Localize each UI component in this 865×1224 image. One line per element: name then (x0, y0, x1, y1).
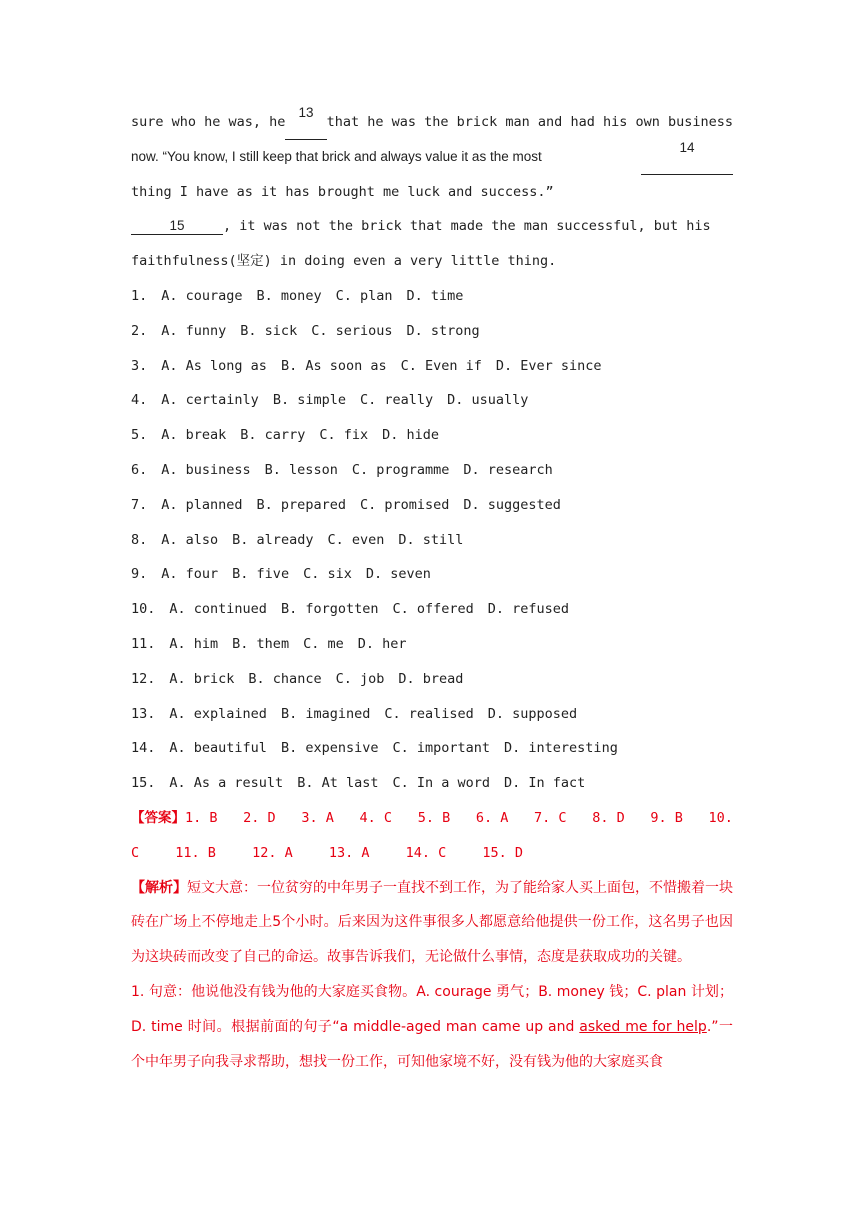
question-number: 10. (131, 601, 156, 618)
question-row (131, 523, 733, 558)
answer-item: 6. A (475, 809, 509, 826)
answer-item: 11. B (175, 844, 216, 861)
question-option: D. still (398, 531, 464, 548)
question-row (131, 662, 733, 697)
question-option: A. As a result (169, 775, 284, 792)
question-option: A. planned (161, 496, 243, 513)
question-option: C. programme (351, 461, 450, 478)
question-option: D. Ever since (495, 357, 602, 374)
answer-item: 14. C (405, 844, 447, 861)
question-option: C. even (327, 531, 385, 548)
question-option: B. As soon as (280, 357, 387, 374)
passage-text: thing I have as it has brought me luck and success.” (131, 183, 554, 200)
question-option: A. him (169, 635, 219, 652)
question-option: B. five (232, 566, 290, 583)
question-number: 9. (131, 566, 148, 583)
question-number: 14. (131, 740, 156, 757)
question-option: D. strong (406, 322, 480, 339)
passage-text: now. “You know, I still keep that brick and always value it as the most (131, 148, 542, 164)
blank-13: 13 (285, 105, 326, 140)
question-option: D. In fact (504, 775, 586, 792)
passage-text: sure who he was, he (131, 114, 286, 130)
question-option: B. prepared (256, 496, 346, 513)
answer-item: 10. (708, 809, 733, 826)
question-option: C. job (335, 670, 385, 687)
question-option: B. imagined (280, 705, 371, 722)
passage-line-2 (131, 140, 733, 175)
passage-text: faithfulness(坚定) in doing even a very little thing. (131, 253, 557, 270)
question-option: B. lesson (264, 461, 338, 478)
passage-line-3 (131, 175, 733, 210)
question-option: C. In a word (392, 775, 491, 792)
question-option: A. beautiful (169, 740, 267, 757)
question-option: D. hide (382, 427, 440, 444)
question-number: 6. (131, 461, 148, 478)
analysis-q1-text: 1. 句意：他说他没有钱为他的大家庭买食物。A. courage 勇气；B. money 钱；C. plan 计划；D. time 时间。根据前面的句子“a middle-aged man came up and (131, 983, 733, 1035)
question-row (131, 766, 733, 801)
passage-text: , it was not the brick that made the man successful, but his (223, 218, 711, 235)
question-number: 12. (131, 670, 156, 687)
question-option: B. carry (240, 427, 306, 444)
question-option: B. expensive (280, 740, 379, 757)
question-option: D. time (406, 287, 464, 304)
question-option: D. suggested (463, 496, 561, 513)
question-option: C. promised (359, 496, 450, 513)
question-option: A. break (161, 427, 227, 444)
question-number: 13. (131, 705, 156, 722)
answer-item: 1. B (185, 809, 218, 826)
answer-item: 8. D (592, 809, 625, 826)
question-number: 3. (131, 357, 148, 374)
question-row (131, 557, 733, 592)
answer-item: 2. D (243, 809, 276, 826)
question-number: 5. (131, 427, 148, 444)
question-option: D. supposed (487, 705, 578, 722)
question-number: 4. (131, 392, 148, 409)
passage-line-5 (131, 244, 733, 279)
question-option: D. interesting (504, 740, 618, 757)
question-option: A. four (161, 566, 219, 583)
blank-15: 15 (131, 218, 223, 235)
question-row (131, 488, 733, 523)
question-row (131, 349, 733, 384)
question-row (131, 453, 733, 488)
question-option: C. realised (384, 705, 474, 722)
question-number: 2. (131, 322, 148, 339)
answer-item: 12. A (252, 844, 293, 861)
analysis-summary-text: 短文大意：一位贫穷的中年男子一直找不到工作，为了能给家人买上面包，不惜搬着一块砖在广场上不停地走上5个小时。后来因为这件事很多人都愿意给他提供一份工作，这名男子也因为这块砖而改变了自己的命运。故事告诉我们，无论做什么事情，态度是获取成功的关键。 (131, 879, 733, 966)
question-row (131, 627, 733, 662)
analysis-q1-underlined: asked me for help (579, 1018, 707, 1035)
question-option: B. money (256, 287, 322, 304)
passage-text: that he was the brick man and had his own business (326, 114, 733, 130)
question-list (131, 279, 733, 801)
document-content (131, 105, 733, 1079)
question-row (131, 279, 733, 314)
question-option: D. bread (398, 670, 464, 687)
answer-item: 7. C (534, 809, 567, 826)
answer-item: 9. B (650, 809, 683, 826)
question-option: C. plan (335, 287, 393, 304)
answer-item: 5. B (417, 809, 451, 826)
question-option: D. refused (487, 601, 570, 618)
question-number: 11. (131, 635, 156, 652)
analysis-q1 (131, 975, 733, 1079)
answer-line-2 (131, 836, 733, 871)
analysis-summary (131, 871, 733, 975)
question-number: 1. (131, 287, 148, 304)
question-option: A. continued (169, 601, 267, 618)
answer-item: 13. A (328, 844, 370, 861)
answer-item: C (131, 844, 140, 861)
question-number: 7. (131, 496, 148, 513)
question-option: C. really (359, 392, 434, 409)
question-option: C. important (392, 740, 491, 757)
question-option: B. chance (248, 670, 322, 687)
answer-item: 4. C (359, 809, 393, 826)
question-option: B. simple (272, 392, 346, 409)
question-option: A. brick (169, 670, 235, 687)
passage-line-1 (131, 105, 733, 140)
question-option: C. six (303, 566, 352, 583)
question-option: C. fix (319, 427, 369, 444)
answer-label: 【答案】 (131, 809, 185, 826)
question-row (131, 383, 733, 418)
question-row (131, 731, 733, 766)
question-option: C. me (303, 635, 344, 652)
question-option: B. At last (297, 775, 379, 792)
question-option: B. sick (240, 322, 298, 339)
question-number: 8. (131, 531, 148, 548)
question-option: D. her (357, 635, 407, 652)
passage-line-4 (131, 209, 733, 244)
question-option: D. seven (365, 566, 431, 583)
question-option: B. already (232, 531, 314, 548)
question-row (131, 418, 733, 453)
question-option: C. serious (311, 322, 393, 339)
question-option: C. offered (392, 601, 474, 618)
question-row (131, 592, 733, 627)
question-number: 15. (131, 775, 156, 792)
question-row (131, 314, 733, 349)
question-option: C. Even if (400, 357, 482, 374)
answer-line-1 (131, 801, 733, 836)
answer-item: 3. A (301, 809, 334, 826)
analysis-q1-text-end: .”一个中年男子向我寻求帮助，想找一份工作，可知他家境不好，没有钱为他的大家庭买食 (131, 1018, 733, 1070)
question-option: A. explained (169, 705, 267, 722)
question-option: A. courage (161, 287, 243, 304)
question-option: B. them (232, 635, 290, 652)
question-row (131, 697, 733, 732)
question-option: A. certainly (161, 392, 259, 409)
analysis-label: 【解析】 (131, 879, 187, 896)
blank-14: 14 (641, 140, 733, 175)
question-option: B. forgotten (280, 601, 379, 618)
question-option: A. As long as (161, 357, 267, 374)
question-option: D. research (463, 461, 553, 478)
answer-item: 15. D (482, 844, 524, 861)
question-option: A. also (161, 531, 219, 548)
question-option: A. funny (161, 322, 227, 339)
question-option: A. business (161, 461, 251, 478)
question-option: D. usually (447, 392, 529, 409)
